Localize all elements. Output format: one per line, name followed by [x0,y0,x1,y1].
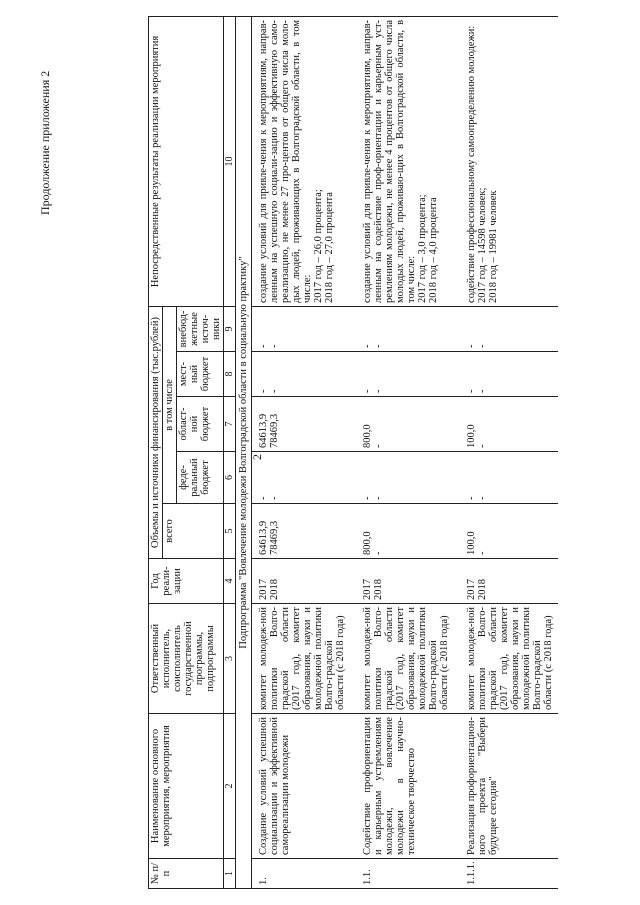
header-num: № п/п [149,859,224,889]
col-number: 6 [224,452,236,504]
subprogram-title: Подпрограмма "Вовлечение молодежи Волгоградской области в социальную практику" [236,16,252,888]
page-number: 2 [250,454,264,460]
row-number: 1.1. [356,859,460,889]
row-name: Создание условий успешной социализации и эффективной самореализации молодежи [252,714,357,859]
row-total: 800,0 - [356,504,460,559]
header-including: в том числе [163,306,177,503]
header-financing: Объемы и источники финансирования (тыс.рублей) [149,306,163,558]
row-executor: комитет молодеж-ной политики Волго-градской области (2017 год), комитет образования, науки и молодежной политики Волго-градской области (с 2018 года) [460,604,558,714]
row-regional: 800,0 - [356,397,460,452]
col-number: 7 [224,397,236,452]
table-row [252,16,357,888]
col-number: 4 [224,559,236,604]
header-year: Год реали-зации [149,559,224,604]
row-local: - - [356,352,460,397]
col-number: 8 [224,352,236,397]
table-row [460,16,558,888]
row-result: создание условий для привле-чения к мероприятиям, направ-ленным на успешную социали-зацию и эффективную само-реализацию, не менее 27 про-центов от общего числа моло-дых людей, проживающих в Волгоградской области, в том числе: 2017 год – 26,0 процента; 2018 год – 27,0 процента [252,16,357,306]
col-number: 9 [224,306,236,351]
row-regional: 64613,9 78469,3 [252,397,357,452]
header-executor: Ответственный исполнитель, соисполнитель государственной программы, подпрограммы [149,604,224,714]
row-federal: - - [252,452,357,504]
col-number: 5 [224,504,236,559]
row-local: - - [460,352,558,397]
row-years: 2017 2018 [460,559,558,604]
row-offbudget: - - [356,306,460,351]
row-result: содействие профессиональному самоопределению молодежи: 2017 год – 14598 человек; 2018 год – 19981 человек [460,16,558,306]
header-total: всего [163,504,224,559]
table-row [356,16,460,888]
row-name: Реализация профориентацион-ного проекта "Выбери будущее сегодня" [460,714,558,859]
row-federal: - - [460,452,558,504]
row-offbudget: - - [252,306,357,351]
col-number: 2 [224,714,236,859]
row-local: - - [252,352,357,397]
row-regional: 100,0 - [460,397,558,452]
program-table [148,16,558,889]
row-result: создание условий для привле-чения к мероприятиям, направ-ленным на содействие проф-ориентации и карьерным уст-ремлениям молодежи, не менее 4 процентов от общего числа молодых людей, проживаю-щих в Волгоградской области, в том числе: 2017 год – 3,0 процента; 2018 год – 4,0 процента [356,16,460,306]
row-years: 2017 2018 [252,559,357,604]
header-regional: област-ной бюджет [177,397,224,452]
row-federal: - - [356,452,460,504]
row-total: 100,0 - [460,504,558,559]
col-number: 1 [224,859,236,889]
header-results: Непосредственные результаты реализации мероприятия [149,16,224,306]
header-federal: феде-ральный бюджет [177,452,224,504]
row-name: Содействие профориентации и карьерным устремлениям молодежи, вовлечение молодежи в научно-техническое творчество [356,714,460,859]
continuation-label: Продолжение приложения 2 [38,70,52,215]
header-offbudget: внебюд-жетные источ-ники [177,306,224,351]
row-executor: комитет молодеж-ной политики Волго-градской области (2017 год), комитет образования, науки и молодежной политики Волго-градской области (с 2018 года) [252,604,357,714]
table-body [252,16,559,888]
row-executor: комитет молодеж-ной политики Волго-градской области (2017 год), комитет образования, науки и молодежной политики Волго-градской области (с 2018 года) [356,604,460,714]
row-offbudget: - - [460,306,558,351]
header-local: мест-ный бюджет [177,352,224,397]
row-number: 1. [252,859,357,889]
row-years: 2017 2018 [356,559,460,604]
header-name: Наименование основного мероприятия, мероприятия [149,714,224,859]
col-number: 10 [224,16,236,306]
col-number: 3 [224,604,236,714]
row-total: 64613,9 78469,3 [252,504,357,559]
column-numbers-row [224,16,236,888]
row-number: 1.1.1. [460,859,558,889]
